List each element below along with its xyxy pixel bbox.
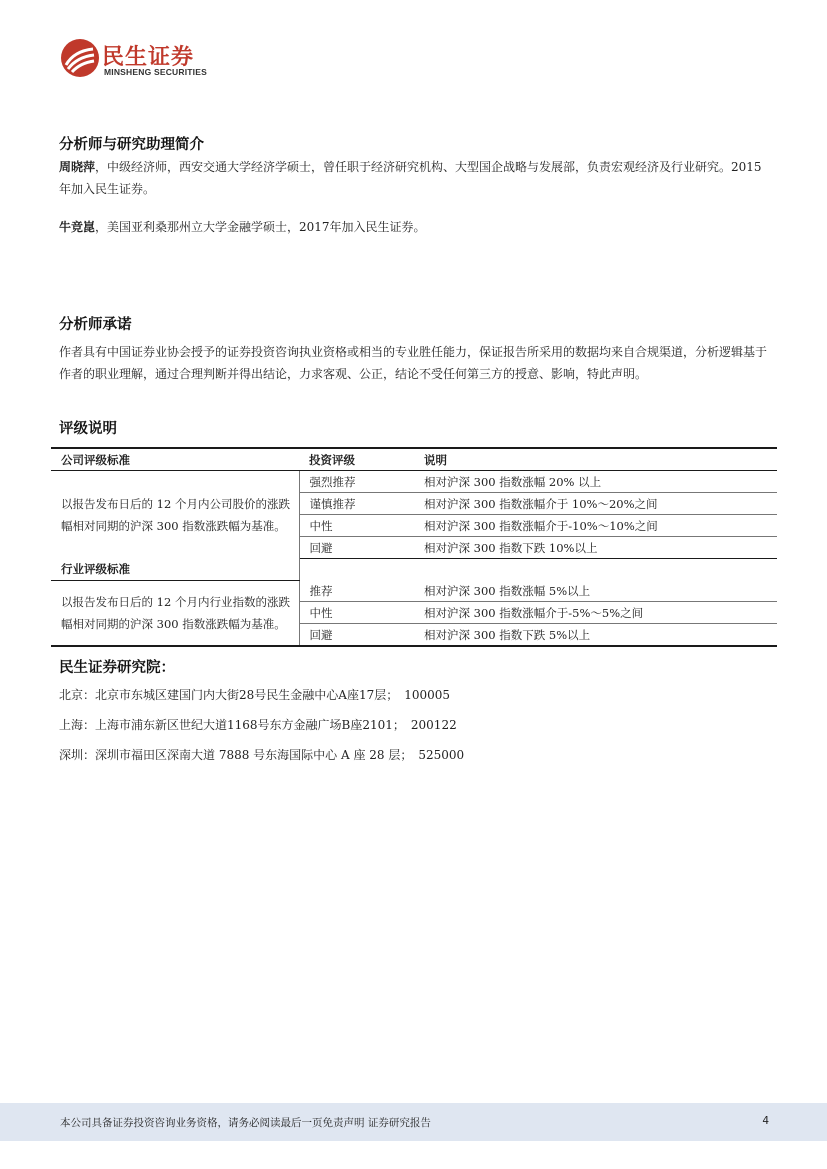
address-beijing: 北京：北京市东城区建国门内大街28号民生金融中心A座17层； 100005	[59, 688, 451, 702]
analysts-heading: 分析师与研究助理简介	[59, 137, 204, 153]
analyst-name: 牛竞崑	[59, 220, 96, 234]
rating-desc: 相对沪深 300 指数下跌 10%以上	[414, 537, 777, 559]
rating-desc: 相对沪深 300 指数涨幅介于-5%～5%之间	[414, 602, 777, 624]
rating-table	[51, 447, 777, 647]
commitment-text: 作者具有中国证券业协会授予的证券投资咨询执业资格或相当的专业胜任能力，保证报告所采用的数据均来自合规渠道，分析逻辑基于作者的职业理解，通过合理判断并得出结论，力求客观、公正，结论不受任何第三方的授意、影响，特此声明。	[59, 345, 768, 381]
rating-label: 推荐	[299, 580, 414, 602]
rating-label: 中性	[299, 602, 414, 624]
address-shanghai: 上海：上海市浦东新区世纪大道1168号东方金融广场B座2101； 200122	[59, 718, 457, 732]
rating-desc: 相对沪深 300 指数涨幅 20% 以上	[414, 471, 777, 493]
footer-disclaimer: 本公司具备证券投资咨询业务资格，请务必阅读最后一页免责声明 证券研究报告	[60, 1117, 431, 1129]
company-logo	[60, 38, 220, 82]
rating-heading: 评级说明	[59, 421, 117, 437]
rating-col-header: 投资评级	[299, 448, 414, 471]
rating-desc: 相对沪深 300 指数涨幅介于 10%～20%之间	[414, 493, 777, 515]
minsheng-logo-icon	[60, 38, 100, 78]
rating-desc: 相对沪深 300 指数涨幅 5%以上	[414, 580, 777, 602]
institute-heading: 民生证券研究院：	[59, 660, 175, 676]
industry-rating-header: 行业评级标准	[51, 559, 299, 581]
company-rating-header-row	[51, 448, 777, 471]
analyst-bio-text: ，中级经济师，西安交通大学经济学硕士，曾任职于经济研究机构、大型国企战略与发展部，负责宏观经济及行业研究。2015年加入民生证券。	[59, 160, 762, 196]
rating-label: 强烈推荐	[299, 471, 414, 493]
rating-desc: 相对沪深 300 指数涨幅介于-10%～10%之间	[414, 515, 777, 537]
analyst-bio-2	[59, 216, 771, 238]
logo-name-cn: 民生证券	[102, 45, 195, 70]
rating-label: 谨慎推荐	[299, 493, 414, 515]
industry-criteria: 以报告发布日后的 12 个月内行业指数的涨跌幅相对同期的沪深 300 指数涨跌幅为基准。	[51, 580, 299, 646]
analyst-name: 周晓萍	[59, 160, 96, 174]
rating-label: 回避	[299, 624, 414, 647]
rating-desc: 相对沪深 300 指数下跌 5%以上	[414, 624, 777, 647]
commitment-heading: 分析师承诺	[59, 317, 132, 333]
company-criteria: 以报告发布日后的 12 个月内公司股价的涨跌幅相对同期的沪深 300 指数涨跌幅为基准。	[51, 471, 299, 559]
rating-label: 中性	[299, 515, 414, 537]
table-row	[51, 471, 777, 493]
table-row	[51, 580, 777, 602]
company-rating-header: 公司评级标准	[51, 448, 299, 471]
analyst-bio-1	[59, 156, 771, 200]
industry-rating-header-row	[51, 559, 777, 581]
analyst-bio-text: ，美国亚利桑那州立大学金融学硕士，2017年加入民生证券。	[95, 220, 426, 234]
rating-label: 回避	[299, 537, 414, 559]
logo-name-en: MINSHENG SECURITIES	[104, 67, 207, 77]
page-footer	[0, 1103, 827, 1141]
address-shenzhen: 深圳：深圳市福田区深南大道 7888 号东海国际中心 A 座 28 层； 525000	[59, 748, 465, 762]
page-number: 4	[762, 1115, 769, 1127]
desc-col-header: 说明	[414, 448, 777, 471]
